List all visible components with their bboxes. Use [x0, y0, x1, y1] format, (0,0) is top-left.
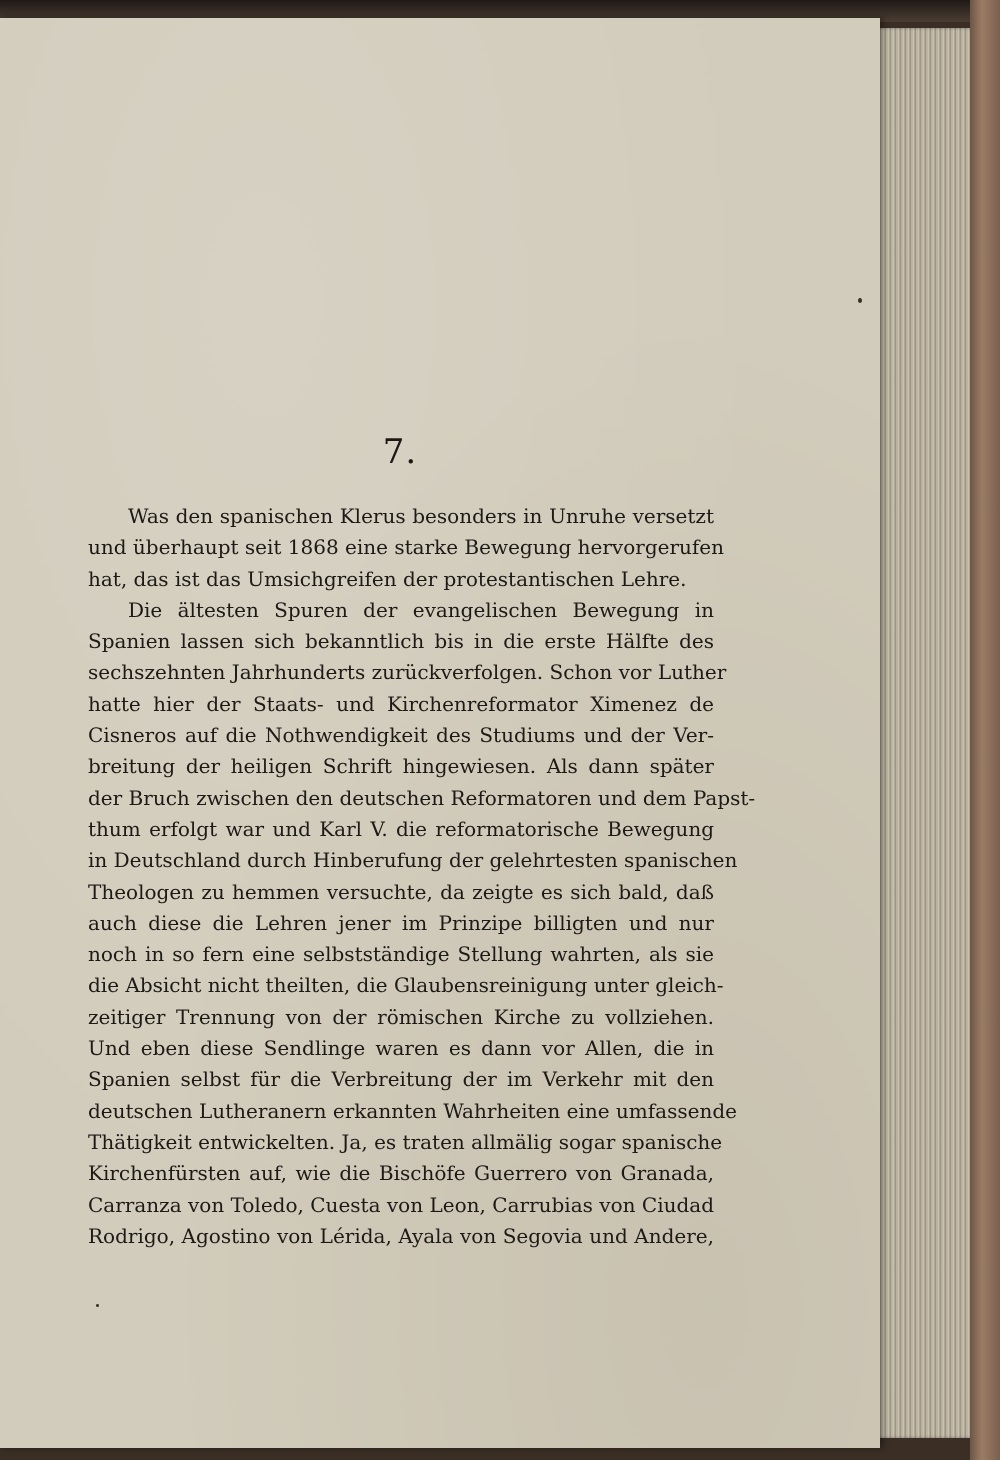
chapter-number: 7. [382, 432, 418, 472]
text-line: Theologen zu hemmen versuchte, da zeigte es sich bald, daß [88, 879, 714, 904]
text-line: die Absicht nicht theilten, die Glaubensreinigung unter gleich- [88, 973, 724, 998]
text-line: hat, das ist das Umsichgreifen der protestantischen Lehre. [88, 566, 687, 591]
text-line: auch diese die Lehren jener im Prinzipe billigten und nur [88, 910, 714, 935]
text-line: Thätigkeit entwickelten. Ja, es traten allmälig sogar spanische [88, 1129, 723, 1154]
text-line: Die ältesten Spuren der evangelischen Bewegung in [128, 597, 714, 622]
book-page [0, 18, 880, 1448]
text-line: breitung der heiligen Schrift hingewiesen. Als dann später [88, 754, 714, 779]
text-line: Was den spanischen Klerus besonders in Unruhe versetzt [128, 504, 714, 528]
paper-speck [96, 1304, 99, 1307]
book-cover-right-edge [970, 0, 1000, 1460]
text-line: Rodrigo, Agostino von Lérida, Ayala von Segovia und Andere, [88, 1223, 714, 1248]
body-text [88, 501, 756, 1252]
text-line: Spanien selbst für die Verbreitung der im Verkehr mit den [88, 1067, 714, 1092]
text-line: und überhaupt seit 1868 eine starke Bewegung hervorgerufen [88, 535, 725, 560]
text-line: Spanien lassen sich bekanntlich bis in die erste Hälfte des [88, 629, 714, 654]
text-line: zeitiger Trennung von der römischen Kirche zu vollziehen. [88, 1004, 714, 1029]
text-line: der Bruch zwischen den deutschen Reformatoren und dem Papst- [88, 785, 756, 810]
text-line: in Deutschland durch Hinberufung der gelehrtesten spanischen [88, 848, 738, 873]
text-line: sechszehnten Jahrhunderts zurückverfolgen. Schon vor Luther [88, 660, 727, 685]
text-line: deutschen Lutheranern erkannten Wahrheiten eine umfassende [88, 1098, 737, 1123]
paper-speck [858, 298, 862, 303]
text-line: Carranza von Toledo, Cuesta von Leon, Carrubias von Ciudad [88, 1192, 714, 1217]
text-line: thum erfolgt war und Karl V. die reformatorische Bewegung [88, 816, 714, 841]
text-line: Kirchenfürsten auf, wie die Bischöfe Guerrero von Granada, [88, 1161, 714, 1186]
text-line: noch in so fern eine selbstständige Stellung wahrten, als sie [88, 942, 714, 967]
text-line: Und eben diese Sendlinge waren es dann vor Allen, die in [88, 1036, 714, 1061]
text-line: hatte hier der Staats- und Kirchenreformator Ximenez de [88, 691, 714, 716]
text-line: Cisneros auf die Nothwendigkeit des Studiums und der Ver- [88, 723, 714, 748]
page-stack-fore-edge [872, 28, 972, 1438]
